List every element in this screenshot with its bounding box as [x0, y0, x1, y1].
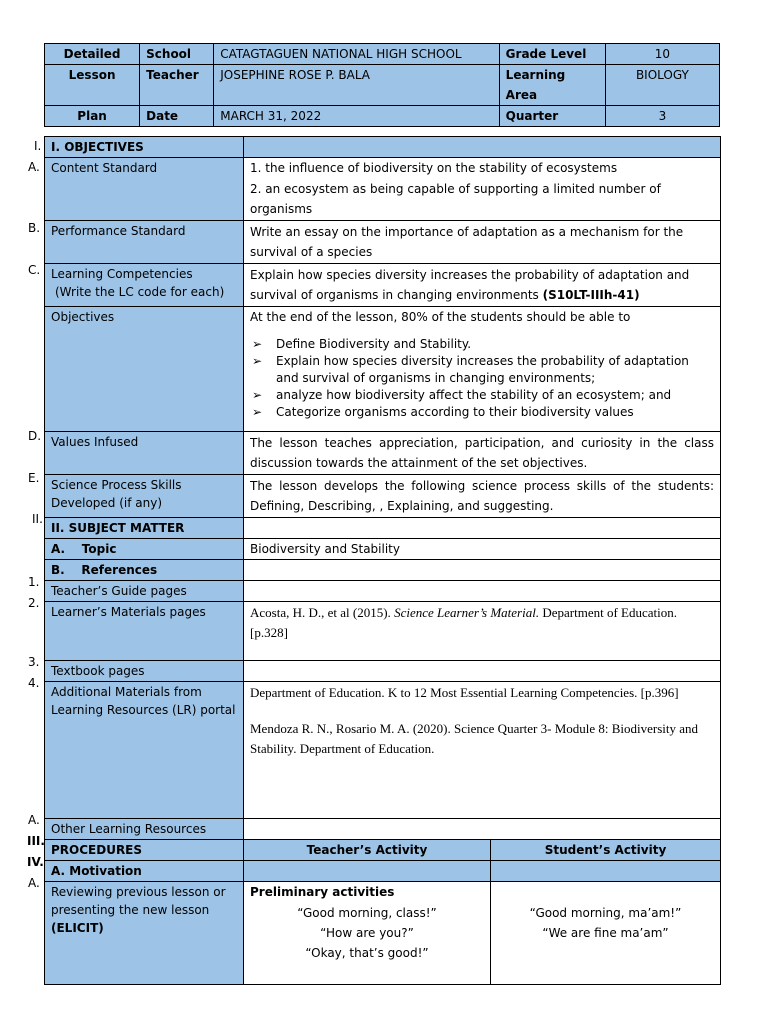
learning-area-value: BIOLOGY: [605, 65, 719, 106]
reference-item: Department of Education. K to 12 Most Essential Learning Competencies. [p.396]: [250, 685, 679, 700]
content-standard-value: [244, 158, 721, 221]
competencies-label-line: Learning Competencies: [51, 267, 193, 281]
quarter-label: Quarter: [499, 106, 605, 127]
lead-number: I.: [34, 139, 42, 153]
values-infused-value: The lesson teaches appreciation, participation, and curiosity in the class discussion towards the attainment of the set objectives.: [244, 432, 721, 475]
objective-item: ➢ Explain how species diversity increases the probability of adaptation and survival of organisms in changing environments;: [252, 354, 689, 385]
lead-number: A.: [28, 160, 40, 174]
motivation-label: A. Motivation: [45, 861, 244, 882]
values-infused-label: Values Infused: [45, 432, 244, 475]
teacher-line: “Okay, that’s good!”: [305, 946, 429, 960]
empty-cell: [244, 581, 721, 602]
lesson-plan-table: [44, 136, 721, 985]
reviewing-label: [45, 882, 244, 985]
school-value: CATAGTAGUEN NATIONAL HIGH SCHOOL: [214, 44, 499, 65]
header-title-cell: Plan: [45, 106, 140, 127]
empty-cell: [244, 518, 721, 539]
process-skills-label: [45, 475, 244, 518]
lead-number: 3.: [28, 655, 40, 669]
student-activity-cell: [491, 882, 721, 985]
objectives-list: [250, 336, 714, 421]
preliminary-heading: Preliminary activities: [250, 885, 395, 899]
objectives-label: Objectives: [45, 307, 244, 432]
empty-cell: [491, 861, 721, 882]
content-standard-item: 1. the influence of biodiversity on the stability of ecosystems: [250, 161, 618, 175]
other-resources-label: Other Learning Resources: [45, 819, 244, 840]
process-skills-label-line: Developed (if any): [51, 496, 163, 510]
empty-cell: [244, 861, 491, 882]
content-standard-label: Content Standard: [45, 158, 244, 221]
lead-number: C.: [28, 263, 41, 277]
lead-number: 2.: [28, 596, 40, 610]
arrow-bullet-icon: ➢: [252, 354, 263, 368]
performance-standard-label: Performance Standard: [45, 221, 244, 264]
objectives-intro: At the end of the lesson, 80% of the students should be able to: [250, 310, 631, 324]
lead-number: 4.: [28, 676, 40, 690]
lead-number: E.: [28, 471, 40, 485]
reference-author: Acosta, H. D., et al (2015).: [250, 605, 395, 620]
process-skills-label-line: Science Process Skills: [51, 478, 182, 492]
header-title-cell: Detailed: [45, 44, 140, 65]
date-label: Date: [140, 106, 214, 127]
topic-value: Biodiversity and Stability: [244, 539, 721, 560]
teacher-label: Teacher: [140, 65, 214, 106]
lead-number: IV.: [27, 855, 44, 869]
lead-number: D.: [28, 429, 42, 443]
student-line: “Good morning, ma’am!”: [529, 906, 682, 920]
teacher-activity-cell: [244, 882, 491, 985]
grade-level-value: 10: [605, 44, 719, 65]
content-standard-item: 2. an ecosystem as being capable of supporting a limited number of organisms: [250, 182, 661, 216]
learners-materials-value: [244, 602, 721, 661]
objectives-value: [244, 307, 721, 432]
teacher-value: JOSEPHINE ROSE P. BALA: [214, 65, 499, 106]
lead-number: A.: [28, 876, 40, 890]
empty-cell: [244, 560, 721, 581]
lead-number: B.: [28, 221, 41, 235]
lead-number: A.: [28, 813, 40, 827]
lead-number: III.: [27, 834, 45, 848]
objective-item: ➢ analyze how biodiversity affect the stability of an ecosystem; and: [252, 388, 672, 402]
topic-label: A. Topic: [45, 539, 244, 560]
arrow-bullet-icon: ➢: [252, 405, 263, 419]
reviewing-label-text: Reviewing previous lesson or presenting the new lesson: [51, 885, 226, 917]
reference-rest: Department of Education. [p.328]: [250, 605, 677, 640]
competencies-label-line: (Write the LC code for each): [55, 285, 225, 299]
competencies-text: Explain how species diversity increases the probability of adaptation and survival of organisms in changing environments: [250, 268, 690, 302]
competencies-label: [45, 264, 244, 307]
learners-materials-label: Learner’s Materials pages: [45, 602, 244, 661]
process-skills-value: The lesson develops the following science process skills of the students: Defining, Describing, , Explaining, and suggesting.: [244, 475, 721, 518]
objectives-heading: I. OBJECTIVES: [45, 137, 244, 158]
competencies-value: [244, 264, 721, 307]
learning-area-label: Learning Area: [499, 65, 605, 106]
additional-materials-value: [244, 682, 721, 819]
lead-number: 1.: [28, 575, 40, 589]
additional-materials-label: Additional Materials from Learning Resources (LR) portal: [45, 682, 244, 819]
procedures-heading: PROCEDURES: [45, 840, 244, 861]
teachers-guide-label: Teacher’s Guide pages: [45, 581, 244, 602]
subject-matter-heading: II. SUBJECT MATTER: [45, 518, 244, 539]
textbook-label: Textbook pages: [45, 661, 244, 682]
reference-item: Mendoza R. N., Rosario M. A. (2020). Science Quarter 3- Module 8: Biodiversity and Stability. Department of Education.: [250, 721, 699, 756]
quarter-value: 3: [605, 106, 719, 127]
lesson-plan-header: [44, 43, 720, 127]
empty-cell: [244, 661, 721, 682]
teacher-line: “How are you?”: [320, 926, 414, 940]
reference-title: Science Learner’s Material.: [394, 605, 540, 620]
teachers-activity-heading: Teacher’s Activity: [244, 840, 491, 861]
arrow-bullet-icon: ➢: [252, 337, 263, 351]
objective-item: ➢ Define Biodiversity and Stability.: [252, 337, 472, 351]
elicit-tag: (ELICIT): [51, 921, 104, 935]
grade-level-label: Grade Level: [499, 44, 605, 65]
teacher-line: “Good morning, class!”: [297, 906, 437, 920]
objective-item: ➢ Categorize organisms according to their biodiversity values: [252, 405, 634, 419]
performance-standard-value: Write an essay on the importance of adaptation as a mechanism for the survival of a species: [244, 221, 721, 264]
references-label: B. References: [45, 560, 244, 581]
lead-number: II.: [32, 512, 43, 526]
lc-code: (S10LT-IIIh-41): [542, 288, 640, 302]
school-label: School: [140, 44, 214, 65]
empty-cell: [244, 137, 721, 158]
empty-cell: [244, 819, 721, 840]
date-value: MARCH 31, 2022: [214, 106, 499, 127]
students-activity-heading: Student’s Activity: [491, 840, 721, 861]
arrow-bullet-icon: ➢: [252, 388, 263, 402]
student-line: “We are fine ma’am”: [542, 926, 669, 940]
header-title-cell: Lesson: [45, 65, 140, 106]
